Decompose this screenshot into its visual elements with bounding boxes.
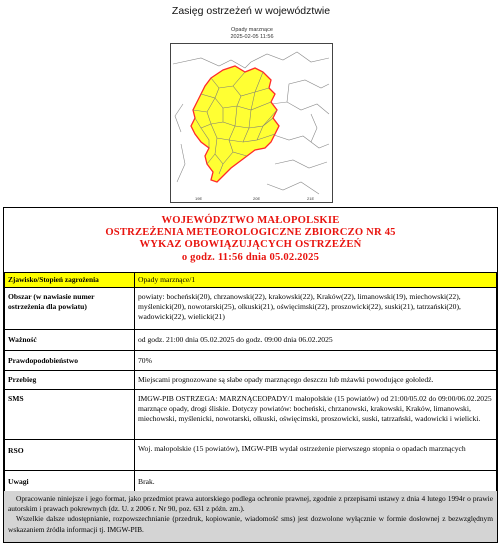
row-value: Brak. (135, 471, 497, 492)
table-row-course (5, 371, 497, 390)
row-label: SMS (5, 390, 135, 440)
warning-document (3, 207, 498, 543)
warning-map (167, 25, 337, 205)
row-value: Miejscami prognozowane są słabe opady marznącego deszczu lub mżawki powodujące gołoledź. (135, 371, 497, 390)
table-row-notes (5, 471, 497, 492)
map-svg (171, 44, 332, 202)
axis-tick-19e: 19E (195, 196, 203, 201)
row-label: Obszar (w nawiasie numer ostrzeżenia dla powiatu) (5, 288, 135, 330)
page-title: Zasięg ostrzeżeń w województwie (171, 5, 331, 17)
header-list-title: WYKAZ OBOWIĄZUJĄCYCH OSTRZEŻEŃ (139, 239, 362, 251)
row-label: RSO (5, 440, 135, 471)
row-value: Opady marznące/1 (135, 273, 497, 288)
table-row-rso (5, 440, 497, 471)
header-issue-time: o godz. 11:56 dnia 05.02.2025 (181, 251, 320, 263)
row-value: 70% (135, 351, 497, 371)
map-caption-phenomenon: Opady marznące (231, 27, 273, 33)
table-row-validity (5, 330, 497, 351)
row-label: Ważność (5, 330, 135, 351)
table-row-probability (5, 351, 497, 371)
header-bulletin-number: OSTRZEŻENIA METEOROLOGICZNE ZBIORCZO NR 45 (105, 227, 396, 239)
copyright-note (4, 491, 497, 542)
table-row-phenomenon (5, 273, 497, 288)
row-value: od godz. 21:00 dnia 05.02.2025 do godz. 09:00 dnia 06.02.2025 (135, 330, 497, 351)
row-value: Woj. małopolskie (15 powiatów), IMGW-PIB wydał ostrzeżenie pierwszego stopnia o opadach marznących (135, 440, 497, 471)
row-label: Przebieg (5, 371, 135, 390)
axis-tick-21e: 21E (307, 196, 315, 201)
row-label: Zjawisko/Stopień zagrożenia (5, 273, 135, 288)
map-frame (170, 43, 333, 203)
row-label: Uwagi (5, 471, 135, 492)
table-row-area (5, 288, 497, 330)
row-value: powiaty: bocheński(20), chrzanowski(22), krakowski(22), Kraków(22), limanowski(19), miechowski(22), myślenicki(20), nowotarski(25), olkuski(21), oświęcimski(22), proszowicki(22), suski(21), tatrzański(20), wadowicki(22), wielicki(21) (135, 288, 497, 330)
copyright-paragraph: Opracowanie niniejsze i jego format, jako przedmiot prawa autorskiego podlega ochronie prawnej, zgodnie z przepisami ustawy z dnia 4 lutego 1994r o prawie autorskim i prawach pokrewnych (dz. U. z 2006 r. Nr 90, poz. 631 z późn. zm.). (8, 494, 493, 514)
axis-tick-20e: 20E (253, 196, 261, 201)
row-value: IMGW-PIB OSTRZEGA: MARZNĄCEOPADY/1 małopolskie (15 powiatów) od 21:00/05.02 do 09:00/06.02.2025 marznące opady, drogi śliskie. Dotyczy powiatów: bocheński, chrzanowski, krakowski, Kraków, limanowski, miechowski, myślenicki, nowotarski, olkuski, oświęcimski, proszowicki, suski, tatrzański, wadowicki i wielicki. (135, 390, 497, 440)
header-region: WOJEWÓDZTWO MAŁOPOLSKIE (161, 215, 340, 226)
row-label: Prawdopodobieństwo (5, 351, 135, 371)
table-row-sms (5, 390, 497, 440)
warning-table (4, 272, 497, 492)
redistribution-paragraph: Wszelkie dalsze udostępnianie, rozpowszechnianie (przedruk, kopiowanie, wiadomość sms) jest dozwolone wyłącznie w formie dosłownej z bezwzględnym wskazaniem źródła informacji tj. IMGW-PIB. (8, 514, 493, 534)
warning-header (4, 208, 497, 272)
map-caption-timestamp: 2025-02-05 11:56 (230, 34, 274, 40)
